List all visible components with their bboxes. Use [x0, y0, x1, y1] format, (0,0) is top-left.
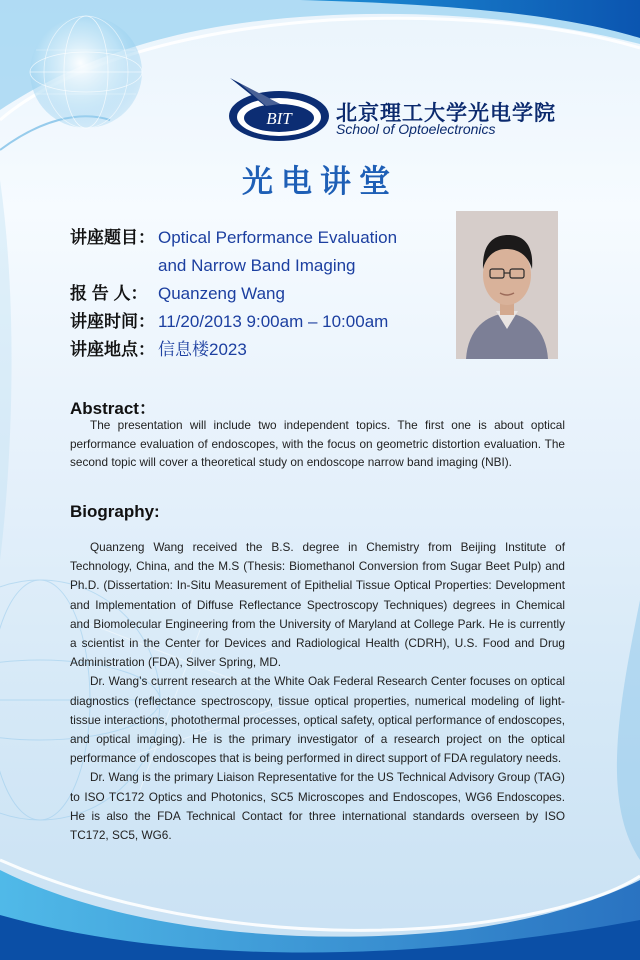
location-label: 讲座地点：	[70, 340, 155, 359]
abstract-text: The presentation will include two independent topics. The first one is about optical performance evaluation of endoscopes, with the focus on geometric distortion evaluation. The second topic will cover a theoretical study on endoscope narrow band imaging (NBI).	[70, 418, 565, 469]
topic-row	[70, 224, 450, 252]
school-name-cn: 北京理工大学光电学院	[336, 102, 556, 125]
topic-value-line1: Optical Performance Evaluation	[158, 228, 398, 247]
biography-text	[70, 538, 565, 845]
time-label: 讲座时间：	[70, 312, 155, 331]
speaker-value: Quanzeng Wang	[158, 284, 285, 303]
time-value: 11/20/2013 9:00am – 10:00am	[158, 312, 389, 331]
biography-heading: Biography:	[70, 502, 160, 521]
topic-row-cont	[70, 252, 450, 280]
school-name-en: School of Optoelectronics	[336, 121, 496, 137]
bit-logo	[226, 76, 332, 144]
poster-title: 光电讲堂	[242, 164, 398, 199]
biography-paragraph-1: Quanzeng Wang received the B.S. degree in Chemistry from Beijing Institute of Technology, China, and the M.S (Thesis: Biomethanol Conversion from Sugar Beet Pulp) and Ph.D. (Dissertation: In-Situ Measurement of Epithelial Tissue Optical Properties: Development and Implementation of Diffuse Reflectance Spectroscopy Techniques) degrees in Chemical and Biomolecular Engineering from the University of Maryland at College Park. He is currently a scientist in the Center for Devices and Radiological Health (CDRH), U.S. Food and Drug Administration (FDA), Silver Spring, MD.	[70, 540, 565, 670]
biography-paragraph-3: Dr. Wang is the primary Liaison Representative for the US Technical Advisory Group (TAG) to ISO TC172 Optics and Photonics, SC5 Microscopes and Endoscopes, WG6 Endoscopes. He is also the FDA Technical Contact for three international standards overseen by ISO TC172, SC5, WG6.	[70, 770, 565, 843]
globe-graphic	[30, 16, 142, 128]
topic-label: 讲座题目：	[70, 228, 155, 247]
abstract-heading: Abstract：	[70, 399, 156, 418]
biography-paragraph-2: Dr. Wang’s current research at the White Oak Federal Research Center focuses on optical diagnostics (reflectance spectroscopy, tissue optical properties, numerical modeling of light-tissue interactions, photothermal processes, optical safety, optical performance of endoscopes, and optical imaging). He is the primary investigator of a research project on the optical performance of endoscopes that is being performed in direct support of FDA regulatory needs.	[70, 674, 565, 766]
location-value: 信息楼2023	[158, 340, 247, 359]
logo-lettering: BIT	[266, 109, 292, 128]
lecture-info	[70, 224, 450, 364]
speaker-row	[70, 280, 450, 308]
location-row	[70, 336, 450, 364]
time-row	[70, 308, 450, 336]
speaker-label: 报 告 人：	[70, 284, 148, 303]
topic-value-line2: and Narrow Band Imaging	[158, 256, 356, 275]
speaker-photo	[456, 211, 558, 359]
